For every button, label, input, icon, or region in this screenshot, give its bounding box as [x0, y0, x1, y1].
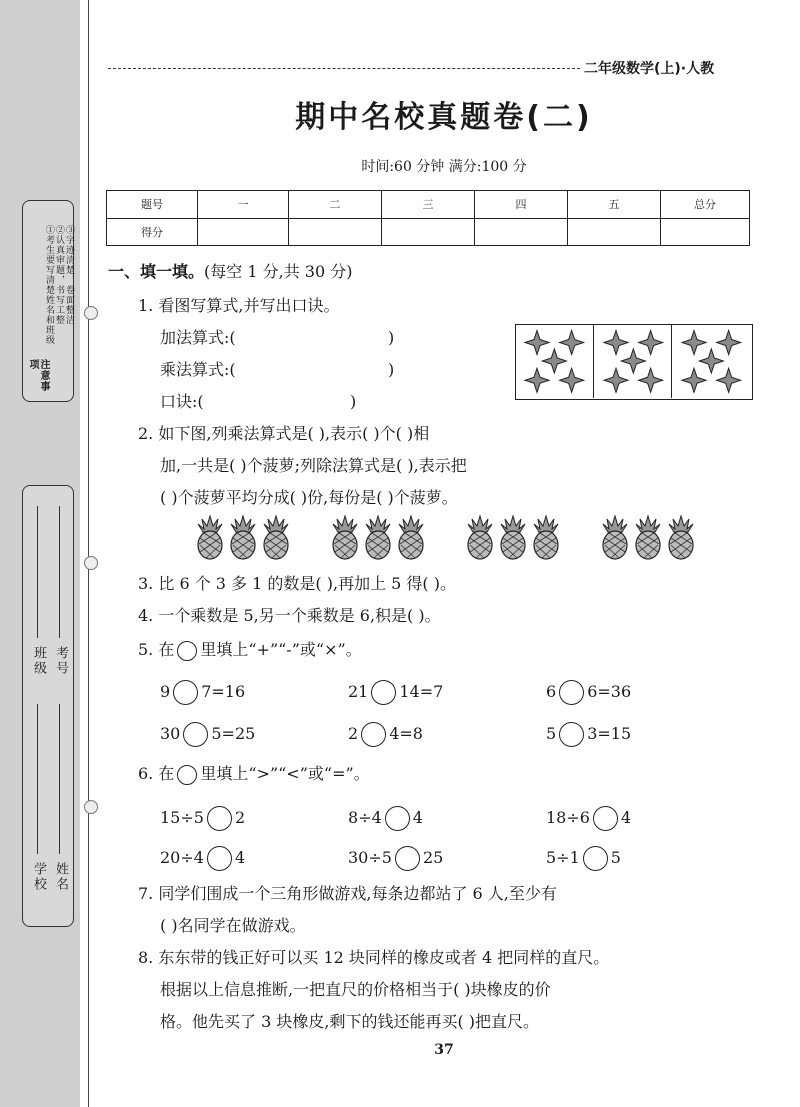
notice-line: ②认真审题，书写工整 [54, 225, 64, 325]
expr-left: 6 [546, 682, 557, 701]
q6-item [160, 846, 245, 871]
notice-heading: 注意事项 [27, 359, 49, 392]
q1-rhyme-close: ) [350, 392, 357, 411]
answer-circle[interactable] [183, 722, 208, 747]
table-row [107, 191, 750, 219]
page-title: 期中名校真题卷(二) [295, 100, 593, 135]
star-icon [621, 349, 645, 373]
star-icon [604, 331, 628, 355]
expr-left: 20÷4 [160, 848, 204, 867]
pineapple-icon [363, 514, 393, 560]
q5-text [138, 640, 362, 661]
q2-line1: 2. 如下图,列乘法算式是( ),表示( )个( )相 [138, 424, 430, 443]
pineapple-icon [633, 514, 663, 560]
expr-right: 25 [422, 848, 444, 867]
q6-item [348, 806, 423, 831]
q5-item [348, 680, 443, 705]
page-number: 37 [434, 1042, 454, 1058]
q3-text: 3. 比 6 个 3 多 1 的数是( ),再加上 5 得( )。 [138, 574, 456, 593]
pineapple-icon [465, 514, 495, 560]
expr-right: 4 [412, 808, 423, 827]
score-cell[interactable] [289, 218, 382, 246]
column-header: 一 [198, 191, 289, 219]
expr-right: 6=36 [587, 682, 632, 701]
pineapple-icon [330, 514, 360, 560]
column-header: 总分 [661, 191, 750, 219]
q6-text [138, 764, 370, 785]
q5-item [546, 722, 631, 747]
star-group [672, 324, 751, 398]
star-icon [682, 368, 706, 392]
star-icon [560, 368, 584, 392]
star-icon [604, 368, 628, 392]
notice-line: ①考生要写清楚姓名和班级 [44, 225, 54, 345]
section-heading [108, 262, 352, 282]
q6-item [546, 806, 631, 831]
answer-circle[interactable] [593, 806, 618, 831]
q6-item [546, 846, 621, 871]
answer-circle[interactable] [395, 846, 420, 871]
pineapple-icon [195, 514, 225, 560]
circle-icon [177, 641, 197, 661]
pineapple-icon [261, 514, 291, 560]
answer-circle[interactable] [583, 846, 608, 871]
q2-line2: 加,一共是( )个菠萝;列除法算式是( ),表示把 [160, 456, 467, 475]
table-row [107, 218, 750, 246]
expr-left: 2 [348, 724, 359, 743]
expr-right: 2 [234, 808, 246, 827]
q5-pre: 5. 在 [138, 640, 175, 659]
student-info-box [22, 485, 74, 927]
answer-circle[interactable] [207, 846, 232, 871]
expr-left: 5÷1 [546, 848, 580, 867]
q6-pre: 6. 在 [138, 764, 175, 783]
expr-right: 4=8 [389, 724, 423, 743]
q5-item [160, 722, 255, 747]
school-line[interactable] [37, 704, 38, 854]
expr-left: 5 [546, 724, 557, 743]
class-label: 班级 [31, 646, 46, 676]
school-label: 学校 [31, 862, 46, 892]
q1-add-label: 加法算式:( [160, 328, 236, 347]
score-cell[interactable] [475, 218, 568, 246]
pineapple-icon [600, 514, 630, 560]
expr-left: 9 [160, 682, 171, 701]
row-label: 题号 [107, 191, 198, 219]
pineapple-icon [666, 514, 696, 560]
star-group [594, 324, 673, 398]
answer-circle[interactable] [207, 806, 232, 831]
q5-item [160, 680, 245, 705]
series-label: 二年级数学(上)·人教 [584, 61, 715, 77]
column-header: 四 [475, 191, 568, 219]
binding-hole [84, 306, 98, 320]
star-icon [638, 331, 662, 355]
pineapple-icon [228, 514, 258, 560]
header-dash [108, 68, 580, 69]
answer-circle[interactable] [173, 680, 198, 705]
name-label: 姓名 [53, 862, 68, 892]
score-cell[interactable] [661, 218, 750, 246]
q8-line1: 8. 东东带的钱正好可以买 12 块同样的橡皮或者 4 把同样的直尺。 [138, 948, 610, 967]
exam-no-line[interactable] [59, 506, 60, 638]
q7-line2: ( )名同学在做游戏。 [160, 916, 306, 935]
exam-no-label: 考号 [53, 646, 68, 676]
star-icon [525, 368, 549, 392]
q5-item [546, 680, 631, 705]
q6-item [348, 846, 443, 871]
expr-right: 14=7 [399, 682, 444, 701]
q4-text: 4. 一个乘数是 5,另一个乘数是 6,积是( )。 [138, 606, 441, 625]
expr-right: 7=16 [201, 682, 246, 701]
binding-hole [84, 556, 98, 570]
answer-circle[interactable] [559, 680, 584, 705]
expr-left: 15÷5 [160, 808, 204, 827]
q8-line3: 格。他先买了 3 块橡皮,剩下的钱还能再买( )把直尺。 [160, 1012, 540, 1031]
answer-circle[interactable] [361, 722, 386, 747]
row-label: 得分 [107, 218, 198, 246]
expr-left: 18÷6 [546, 808, 590, 827]
score-cell[interactable] [198, 218, 289, 246]
answer-circle[interactable] [385, 806, 410, 831]
expr-left: 30÷5 [348, 848, 392, 867]
star-icon [700, 349, 724, 373]
expr-right: 4 [620, 808, 632, 827]
q1-mul-label: 乘法算式:( [160, 360, 236, 379]
star-icon [717, 331, 741, 355]
q8-line2: 根据以上信息推断,一把直尺的价格相当于( )块橡皮的价 [160, 980, 551, 999]
pineapple-icon [498, 514, 528, 560]
score-cell[interactable] [382, 218, 475, 246]
q1-add-close: ) [388, 328, 395, 347]
section-note: (每空 1 分,共 30 分) [204, 262, 353, 281]
q6-item [160, 806, 245, 831]
q1-mul-close: ) [388, 360, 395, 379]
circle-icon [177, 765, 197, 785]
q7-line1: 7. 同学们围成一个三角形做游戏,每条边都站了 6 人,至少有 [138, 884, 557, 903]
star-icon [542, 349, 566, 373]
answer-circle[interactable] [371, 680, 396, 705]
notice-box [22, 200, 74, 402]
score-table [106, 190, 750, 246]
name-line[interactable] [59, 704, 60, 854]
page-subtitle: 时间:60 分钟 满分:100 分 [361, 159, 527, 175]
q2-line3: ( )个菠萝平均分成( )份,每份是( )个菠萝。 [160, 488, 458, 507]
star-icon [638, 368, 662, 392]
q1-rhyme-label: 口诀:( [160, 392, 204, 411]
column-header: 三 [382, 191, 475, 219]
star-icon [560, 331, 584, 355]
q6-post: 里填上“>”“<”或“=”。 [200, 764, 370, 783]
binding-hole [84, 800, 98, 814]
column-header: 二 [289, 191, 382, 219]
q1-text: 1. 看图写算式,并写出口诀。 [138, 296, 340, 315]
answer-circle[interactable] [559, 722, 584, 747]
expr-right: 3=15 [587, 724, 632, 743]
star-icon [717, 368, 741, 392]
star-icon [682, 331, 706, 355]
expr-right: 4 [234, 848, 246, 867]
pineapple-icon [531, 514, 561, 560]
expr-left: 8÷4 [348, 808, 382, 827]
notice-line: ③字迹清楚，卷面整洁 [64, 225, 74, 325]
expr-right: 5 [610, 848, 621, 867]
pineapple-icon [396, 514, 426, 560]
section-title: 一、填一填。 [108, 262, 205, 281]
expr-left: 21 [348, 682, 369, 701]
star-group [515, 324, 594, 398]
star-icon [525, 331, 549, 355]
expr-right: 5=25 [211, 724, 256, 743]
q5-item [348, 722, 423, 747]
q5-post: 里填上“+”“-”或“×”。 [200, 640, 362, 659]
class-line[interactable] [37, 506, 38, 638]
expr-left: 30 [160, 724, 181, 743]
score-cell[interactable] [568, 218, 661, 246]
column-header: 五 [568, 191, 661, 219]
